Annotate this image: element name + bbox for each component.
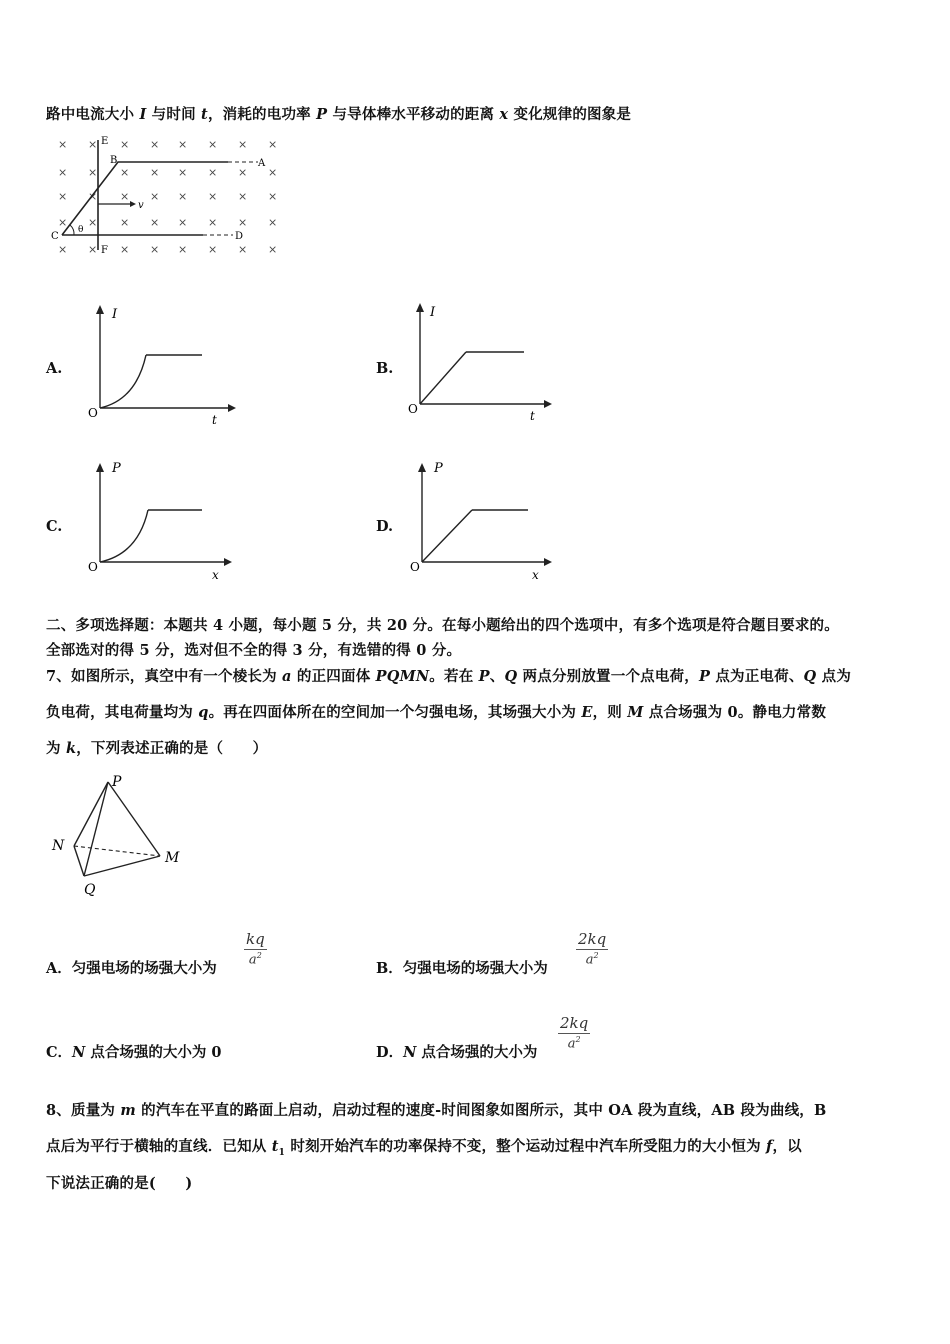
- svg-text:×: ×: [120, 166, 130, 179]
- svg-text:×: ×: [150, 166, 160, 179]
- q7-option-c[interactable]: C．N 点合场强的大小为 0: [46, 1044, 222, 1061]
- q8-stem-line3: 下说法正确的是( ): [46, 1175, 193, 1192]
- q7-stem-line1: 7、如图所示，真空中有一个棱长为 a 的正四面体 PQMN。若在 P、Q 两点分别放置一个点电荷，P 点为正电荷、Q 点为: [46, 668, 852, 685]
- svg-text:t: t: [212, 413, 217, 427]
- svg-text:×: ×: [120, 243, 130, 256]
- svg-text:×: ×: [238, 190, 248, 203]
- svg-text:D: D: [235, 231, 244, 242]
- q8-stem-line1: 8、质量为 m 的汽车在平直的路面上启动，启动过程的速度-时间图象如图所示，其中 OA 段为直线，AB 段为曲线，B: [46, 1102, 827, 1119]
- svg-text:M: M: [165, 850, 180, 866]
- svg-text:×: ×: [268, 190, 278, 203]
- q8-stem-line2: 点后为平行于横轴的直线．已知从 $t_1$ 时刻开始汽车的功率保持不变，整个运动过程中汽车所受阻力的大小恒为 f，以: [46, 1138, 802, 1158]
- svg-text:×: ×: [88, 190, 98, 203]
- q7-stem-line2: 负电荷，其电荷量均为 q。再在四面体所在的空间加一个匀强电场，其场强大小为 E，则 M 点合场强为 0。静电力常数: [46, 704, 827, 721]
- svg-text:×: ×: [178, 243, 188, 256]
- svg-text:E: E: [101, 136, 109, 147]
- svg-text:×: ×: [120, 216, 130, 229]
- svg-text:×: ×: [88, 166, 98, 179]
- svg-text:×: ×: [178, 166, 188, 179]
- q7-option-a-fraction: $\frac{kq}{a^2}$: [246, 930, 265, 968]
- svg-text:×: ×: [238, 138, 248, 151]
- svg-text:θ: θ: [78, 225, 84, 235]
- q7-tetrahedron-figure: [48, 770, 198, 900]
- svg-text:×: ×: [178, 216, 188, 229]
- svg-text:O: O: [88, 560, 98, 574]
- section2-header-line2: 全部选对的得 5 分，选对但不全的得 3 分，有选错的得 0 分。: [46, 642, 462, 659]
- q7-option-a[interactable]: A．匀强电场的场强大小为: [46, 960, 217, 977]
- q6-option-d-label[interactable]: D.: [376, 518, 394, 535]
- svg-text:×: ×: [58, 166, 68, 179]
- svg-text:×: ×: [150, 190, 160, 203]
- svg-text:×: ×: [238, 243, 248, 256]
- svg-text:×: ×: [88, 138, 98, 151]
- q6-option-a-graph[interactable]: [78, 300, 238, 430]
- svg-text:F: F: [101, 245, 108, 256]
- svg-text:O: O: [410, 560, 420, 574]
- svg-text:×: ×: [178, 138, 188, 151]
- svg-text:×: ×: [58, 216, 68, 229]
- q6-option-b-graph[interactable]: [398, 298, 558, 428]
- svg-text:N: N: [52, 838, 65, 854]
- svg-text:B: B: [110, 155, 118, 166]
- svg-text:C: C: [51, 231, 59, 242]
- svg-text:×: ×: [88, 243, 98, 256]
- svg-text:×: ×: [58, 138, 68, 151]
- svg-text:I: I: [112, 307, 118, 322]
- svg-text:P: P: [434, 461, 443, 476]
- svg-text:×: ×: [208, 190, 218, 203]
- svg-text:v: v: [138, 200, 144, 211]
- svg-text:O: O: [408, 402, 418, 416]
- svg-text:×: ×: [268, 216, 278, 229]
- svg-text:x: x: [212, 568, 219, 582]
- svg-text:×: ×: [58, 243, 68, 256]
- svg-text:×: ×: [150, 216, 160, 229]
- svg-text:I: I: [430, 305, 436, 320]
- svg-text:×: ×: [238, 216, 248, 229]
- svg-text:x: x: [532, 568, 539, 582]
- svg-text:P: P: [112, 461, 121, 476]
- svg-text:×: ×: [208, 166, 218, 179]
- q6-magnetic-field-figure: [48, 132, 288, 260]
- q7-stem-line3: 为 k，下列表述正确的是（ ）: [46, 740, 268, 757]
- q6-option-a-label[interactable]: A.: [46, 360, 63, 377]
- svg-text:P: P: [112, 774, 122, 790]
- q6-option-b-label[interactable]: B.: [376, 360, 394, 377]
- q6-option-c-label[interactable]: C.: [46, 518, 63, 535]
- svg-text:×: ×: [58, 190, 68, 203]
- q6-stem-line: 路中电流大小 I 与时间 t，消耗的电功率 P 与导体棒水平移动的距离 x 变化规律的图象是: [46, 106, 632, 123]
- svg-text:t: t: [530, 409, 535, 423]
- svg-text:×: ×: [208, 243, 218, 256]
- svg-text:×: ×: [268, 243, 278, 256]
- q6-option-d-graph[interactable]: [398, 456, 558, 586]
- q7-option-d-fraction: $\frac{2kq}{a^2}$: [560, 1014, 589, 1052]
- q6-option-c-graph[interactable]: [78, 456, 238, 586]
- q7-option-b[interactable]: B．匀强电场的场强大小为: [376, 960, 548, 977]
- svg-text:×: ×: [178, 190, 188, 203]
- section2-header-line1: 二、多项选择题：本题共 4 小题，每小题 5 分，共 20 分。在每小题给出的四个选项中，有多个选项是符合题目要求的。: [46, 617, 839, 634]
- svg-text:×: ×: [150, 138, 160, 151]
- svg-text:×: ×: [208, 216, 218, 229]
- svg-text:×: ×: [120, 138, 130, 151]
- svg-text:O: O: [88, 406, 98, 420]
- svg-text:×: ×: [268, 166, 278, 179]
- svg-text:×: ×: [120, 190, 130, 203]
- q7-option-b-fraction: $\frac{2kq}{a^2}$: [578, 930, 607, 968]
- svg-text:×: ×: [238, 166, 248, 179]
- svg-text:×: ×: [150, 243, 160, 256]
- svg-text:Q: Q: [84, 882, 96, 898]
- svg-text:×: ×: [88, 216, 98, 229]
- svg-text:×: ×: [208, 138, 218, 151]
- svg-text:A: A: [258, 158, 266, 169]
- q7-option-d[interactable]: D．N 点合场强的大小为: [376, 1044, 538, 1061]
- svg-text:×: ×: [268, 138, 278, 151]
